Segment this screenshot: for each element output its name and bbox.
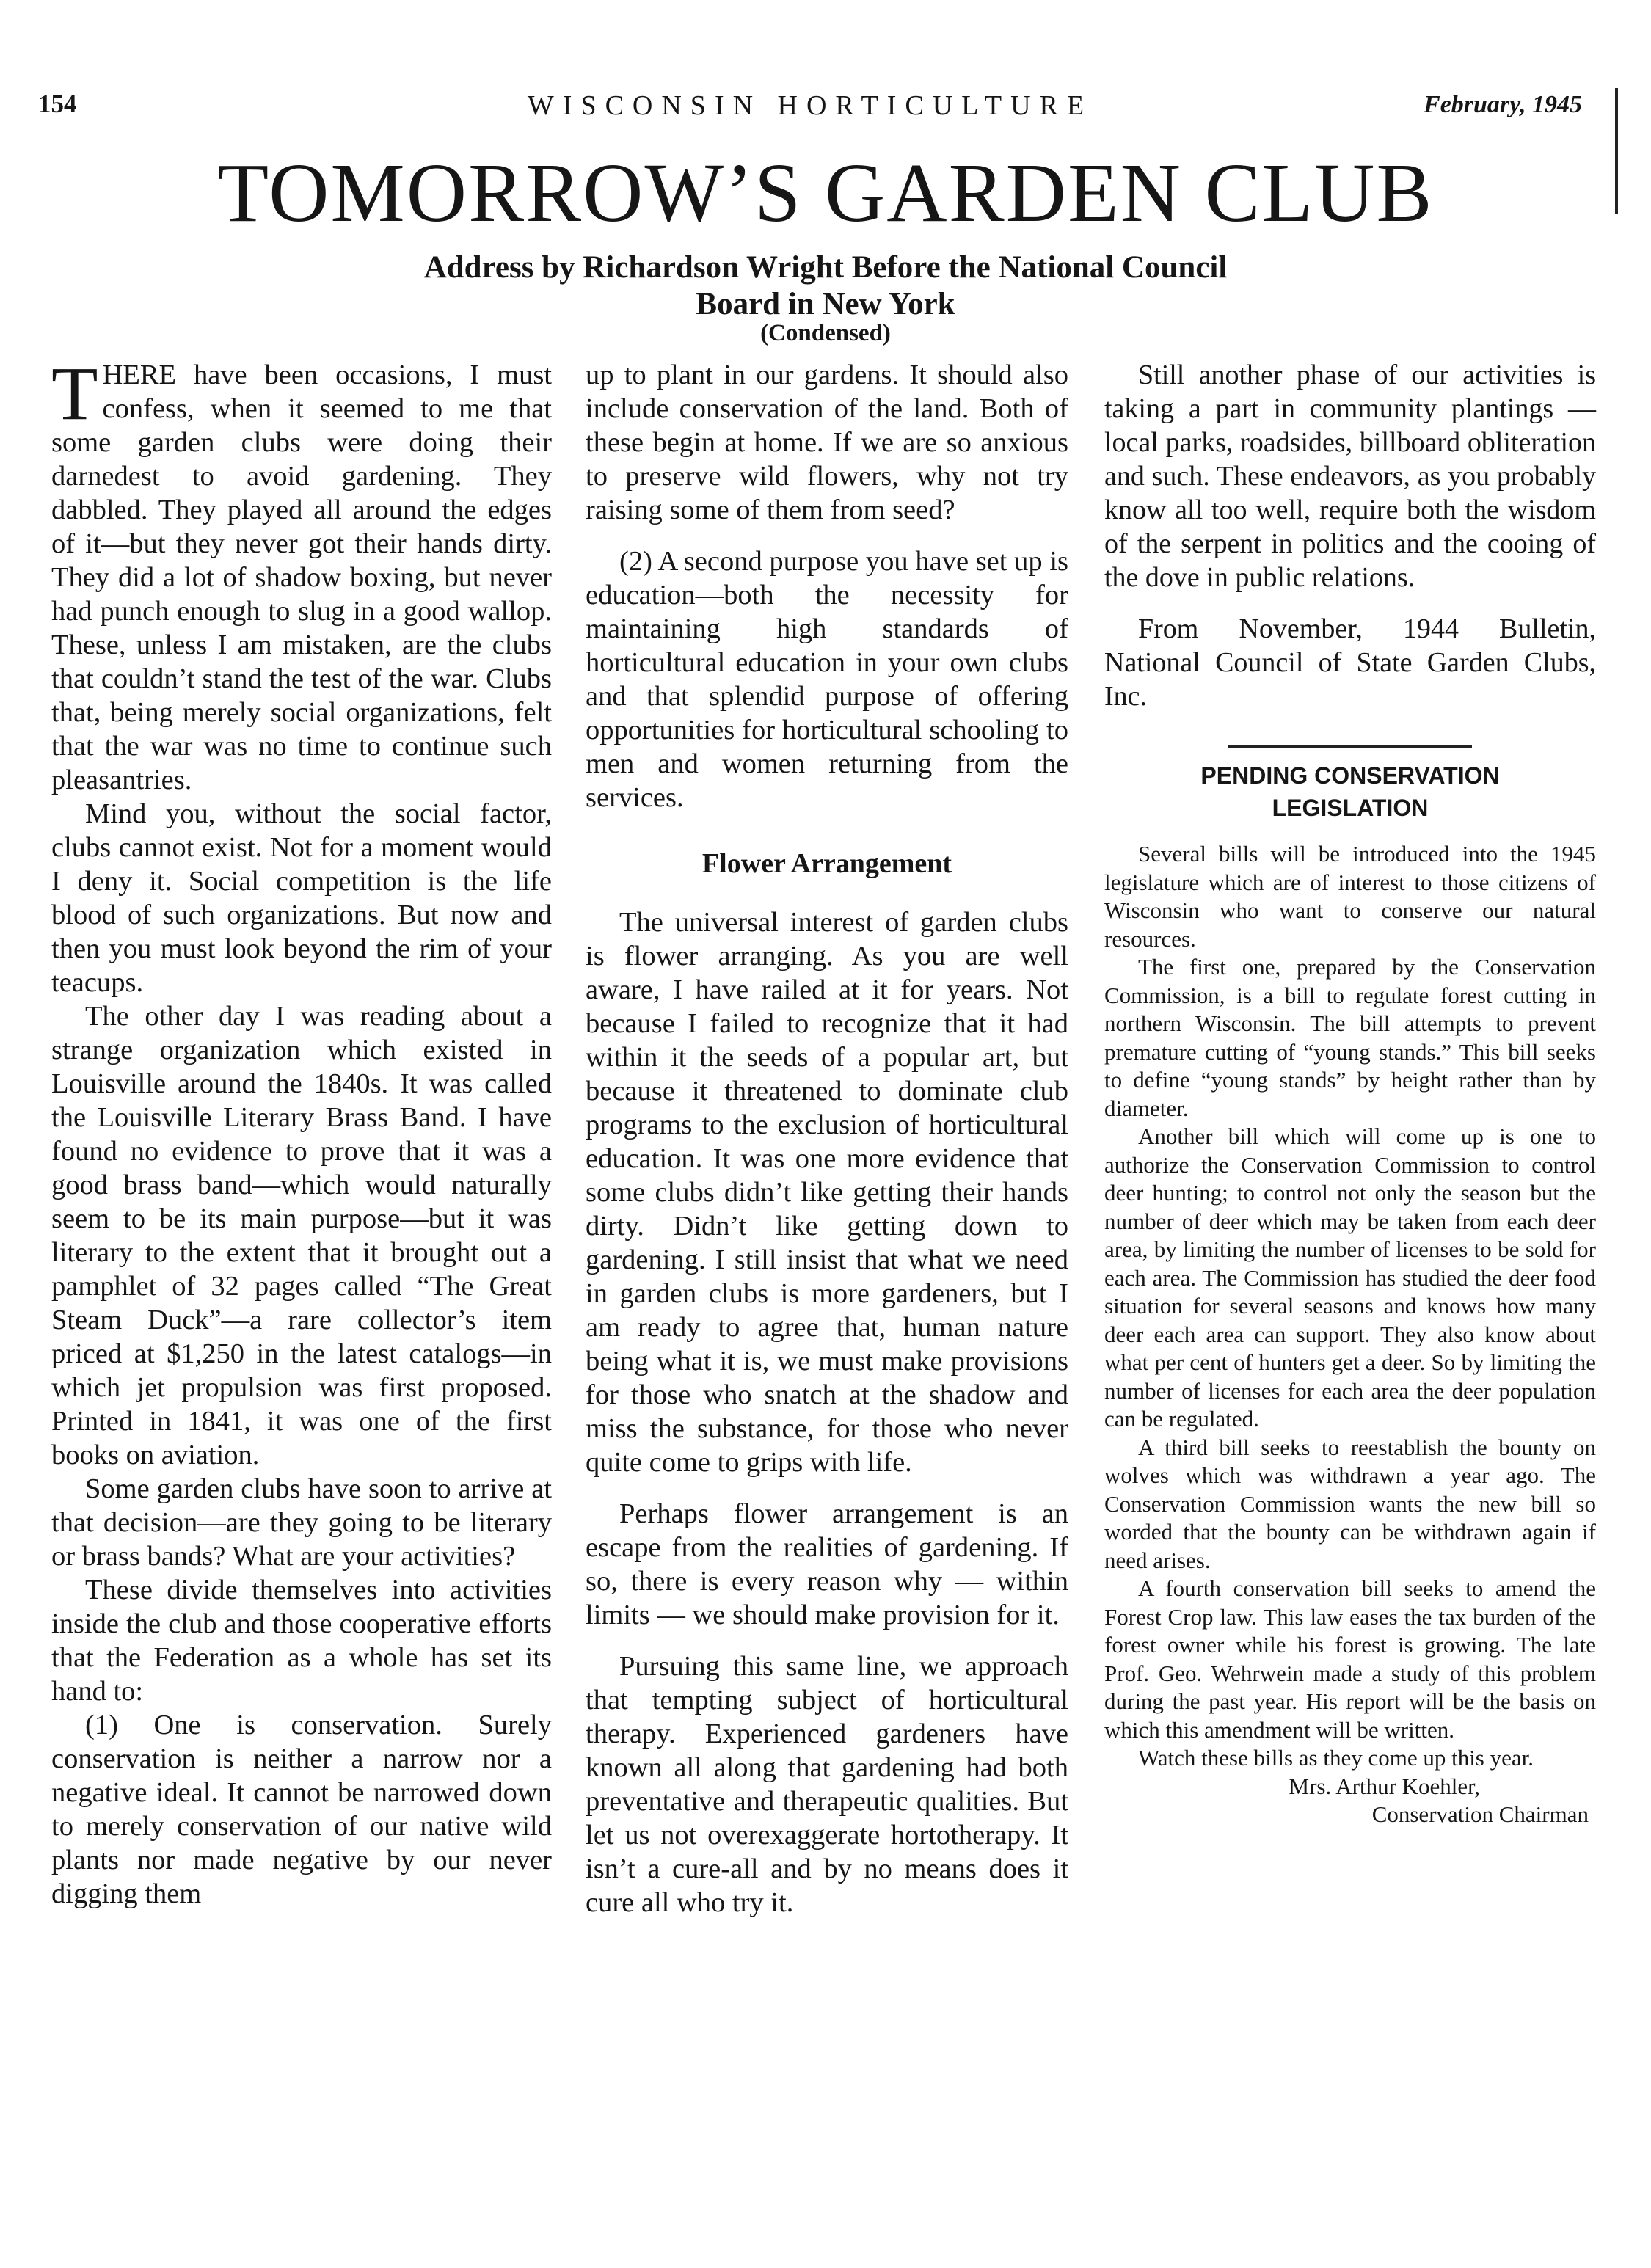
col3-paragraph-3: Several bills will be introduced into the 1945 legislature which are of interest to those citizens of Wisconsin who want to conserve our natural resources. <box>1104 841 1596 952</box>
col1-paragraph-1-text: HERE have been occasions, I must confess, when it seemed to me that some garden clubs were doing their darnedest to avoid gardening. They dabbled. They played all around the edges of it—but they never got their hands dirty. They did a lot of shadow boxing, but never had punch enough to slug in a good wallop. These, unless I am mistaken, are the clubs that couldn’t stand the test of the war. Clubs that, being merely social organizations, felt that the war was no time to continue such pleasantries. <box>51 360 552 795</box>
legislation-body <box>1104 840 1596 1829</box>
column-3 <box>1104 358 1596 1829</box>
subtitle-line-1: Address by Richardson Wright Before the National Council <box>423 250 1228 285</box>
article-subtitle <box>0 249 1651 323</box>
page-number: 154 <box>38 90 77 118</box>
col3-paragraph-1: Still another phase of our activities is taking a part in community plantings — local parks, roadsides, billboard obliteration and such. These endeavors, as you probably know all too well, require both the wisdom of the serpent in politics and the cooing of the dove in public relations. <box>1104 360 1596 593</box>
col2-paragraph-3: The universal interest of garden clubs is flower arranging. As you are well aware, I have railed at it for years. Not because I failed to recognize that it had within it the seeds of a popular art, but because it threatened to dominate club programs to the exclusion of horticultural education. It was one more evidence that some clubs didn’t like getting their hands dirty. Didn’t like getting down to gardening. I still insist that what we need in garden clubs is more gardeners, but I am ready to agree that, human nature being what it is, we must make provisions for those who snatch at the shadow and miss the substance, for those who never quite come to grips with life. <box>586 907 1068 1478</box>
issue-date: February, 1945 <box>1424 91 1582 118</box>
col2-paragraph-5: Pursuing this same line, we approach that tempting subject of horticultural therapy. Experienced gardeners have known all along that gardening had both preventative and therapeutic qualities. But let us not overexaggerate hortotherapy. It isn’t a cure-all and by no means does it cure all who try it. <box>586 1651 1068 1918</box>
journal-name: WISCONSIN HORTICULTURE <box>527 90 1093 121</box>
col3-paragraph-7: A fourth conservation bill seeks to amend the Forest Crop law. This law eases the tax burden of the forest owner while his forest is growing. The late Prof. Geo. Wehrwein made a study of this problem during the past year. His report will be the basis on which this amendment will be written. <box>1104 1575 1596 1743</box>
col1-paragraph-1 <box>51 351 552 797</box>
col1-paragraph-6: (1) One is conservation. Surely conservation is neither a narrow nor a negative ideal. It cannot be narrowed down to merely conservation of our native wild plants nor made negative by our never digging them <box>51 1710 552 1909</box>
col1-paragraph-2: Mind you, without the social factor, clubs cannot exist. Not for a moment would I deny it. Social competition is the life blood of such organizations. But now and then you must look beyond the rim of your teacups. <box>51 798 552 998</box>
col3-paragraph-8: Watch these bills as they come up this year. <box>1138 1745 1534 1771</box>
section-heading-flower-arrangement: Flower Arrangement <box>701 848 952 879</box>
col1-paragraph-4: Some garden clubs have soon to arrive at that decision—are they going to be literary or brass bands? What are your activities? <box>51 1473 552 1572</box>
heading-line-2: LEGISLATION <box>1272 795 1429 821</box>
column-1 <box>51 351 552 1911</box>
heading-line-1: PENDING CONSERVATION <box>1200 762 1500 789</box>
col2-paragraph-4: Perhaps flower arrangement is an escape from the realities of gardening. If so, there is every reason why — within limits — we should make provision for it. <box>586 1498 1068 1630</box>
section-heading-pending-legislation <box>1104 759 1596 824</box>
signature-name: Mrs. Arthur Koehler, <box>1289 1773 1480 1799</box>
article-title: TOMORROW’S GARDEN CLUB <box>217 146 1434 239</box>
source-note: From November, 1944 Bulletin, National Council of State Garden Clubs, Inc. <box>1104 613 1596 712</box>
col3-paragraph-4: The first one, prepared by the Conservation Commission, is a bill to regulate forest cutting in northern Wisconsin. The bill attempts to prevent premature cutting of “young stands.” This bill seeks to define “young stands” by height rather than by diameter. <box>1104 954 1596 1121</box>
signature-title: Conservation Chairman <box>1371 1801 1589 1827</box>
subtitle-line-2: Board in New York <box>696 287 955 321</box>
col3-paragraph-5: Another bill which will come up is one to authorize the Conservation Commission to control deer hunting; to control not only the season but the number of deer which may be taken from each deer area, by limiting the number of licenses to be sold for each area. The Commission has studied the deer food situation for several seasons and knows how many deer each area can support. They also know about what per cent of hunters get a deer. So by limiting the number of licenses for each area the deer population can be regulated. <box>1104 1123 1596 1432</box>
drop-cap: T <box>51 351 98 436</box>
page-header <box>38 90 1582 134</box>
col1-paragraph-3: The other day I was reading about a strange organization which existed in Louisville around the 1840s. It was called the Louisville Literary Brass Band. I have found no evidence to prove that it was a good brass band—which would naturally seem to be its main purpose—but it was literary to the extent that it brought out a pamphlet of 32 pages called “The Great Steam Duck”—a rare collector’s item priced at $1,250 in the latest catalogs—in which jet propulsion was first proposed. Printed in 1841, it was one of the first books on aviation. <box>51 1001 552 1470</box>
condensed-note: (Condensed) <box>760 320 891 346</box>
section-divider <box>1228 745 1472 748</box>
col2-paragraph-2: (2) A second purpose you have set up is education—both the necessity for maintaining high standards of horticultural education in your own clubs and that splendid purpose of offering opportunities for horticultural schooling to men and women returning from the services. <box>586 546 1068 813</box>
col3-paragraph-6: A third bill seeks to reestablish the bounty on wolves which was withdrawn a year ago. The Conservation Commission wants the new bill so worded that the bounty can be withdrawn again if need arises. <box>1104 1434 1596 1573</box>
column-2 <box>586 358 1068 1919</box>
col2-paragraph-1: up to plant in our gardens. It should also include conservation of the land. Both of these begin at home. If we are so anxious to preserve wild flowers, why not try raising some of them from seed? <box>586 360 1068 525</box>
col1-paragraph-5: These divide themselves into activities inside the club and those cooperative efforts that the Federation as a whole has set its hand to: <box>51 1575 552 1707</box>
